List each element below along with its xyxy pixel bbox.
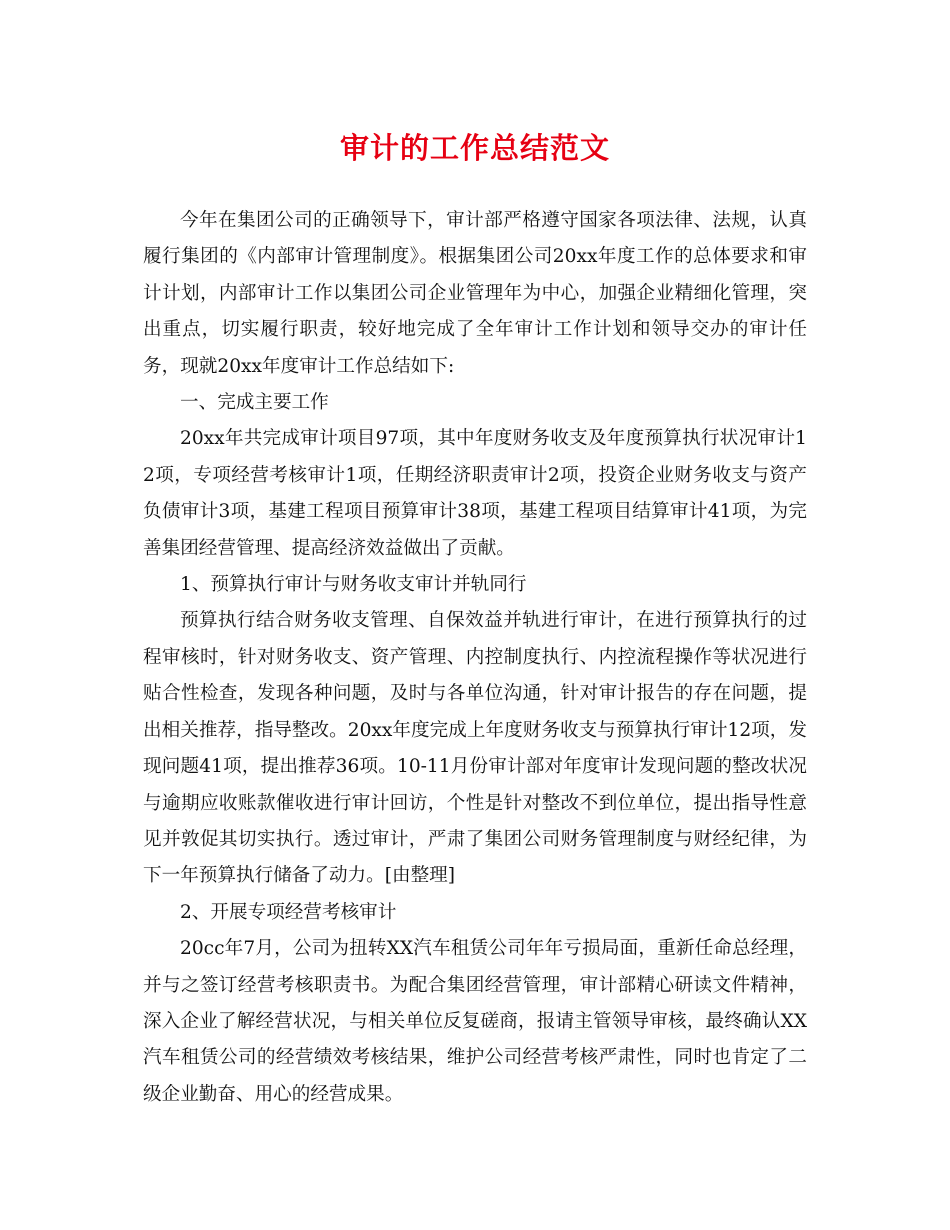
- subsection-heading-budget-audit: 1、预算执行审计与财务收支审计并轨同行: [180, 574, 527, 596]
- budget-audit-paragraph: 预算执行结合财务收支管理、自保效益并轨进行审计，在进行预算执行的过程审核时，针对财务收支、资产管理、内控制度执行、内控流程操作等状况进行贴合性检查，发现各种问题，及时与各单位沟通，针对审计报告的存在问题，提出相关推荐，指导整改。20xx年度完成上年度财务收支与预算执行审计12项，发现问题41项，提出推荐36项。10-11月份审计部对年度审计发现问题的整改状况与逾期应收账款催收进行审计回访，个性是针对整改不到位单位，提出指导性意见并敦促其切实执行。透过审计，严肃了集团公司财务管理制度与财经纪律，为下一年预算执行储备了动力。[由整理]: [143, 610, 807, 887]
- main-work-paragraph: 20xx年共完成审计项目97项，其中年度财务收支及年度预算执行状况审计12项，专项经营考核审计1项，任期经济职责审计2项，投资企业财务收支与资产负债审计3项，基建工程项目预算审计38项，基建工程项目结算审计41项，为完善集团经营管理、提高经济效益做出了贡献。: [143, 428, 807, 559]
- special-audit-paragraph: 20cc年7月，公司为扭转XX汽车租赁公司年年亏损局面，重新任命总经理，并与之签订经营考核职责书。为配合集团经营管理，审计部精心研读文件精神，深入企业了解经营状况，与相关单位反复磋商，报请主管领导审核，最终确认XX汽车租赁公司的经营绩效考核结果，维护公司经营考核严肃性，同时也肯定了二级企业勤奋、用心的经营成果。: [143, 938, 807, 1105]
- subsection-heading-special-audit: 2、开展专项经营考核审计: [180, 901, 397, 923]
- intro-paragraph: 今年在集团公司的正确领导下，审计部严格遵守国家各项法律、法规，认真履行集团的《内部审计管理制度》。根据集团公司20xx年度工作的总体要求和审计计划，内部审计工作以集团公司企业管理年为中心，加强企业精细化管理，突出重点，切实履行职责，较好地完成了全年审计工作计划和领导交办的审计任务，现就20xx年度审计工作总结如下:: [143, 210, 807, 377]
- document-title: 审计的工作总结范文: [339, 131, 610, 165]
- document-body: [143, 203, 807, 1113]
- section-heading-main-work: 一、完成主要工作: [180, 392, 329, 414]
